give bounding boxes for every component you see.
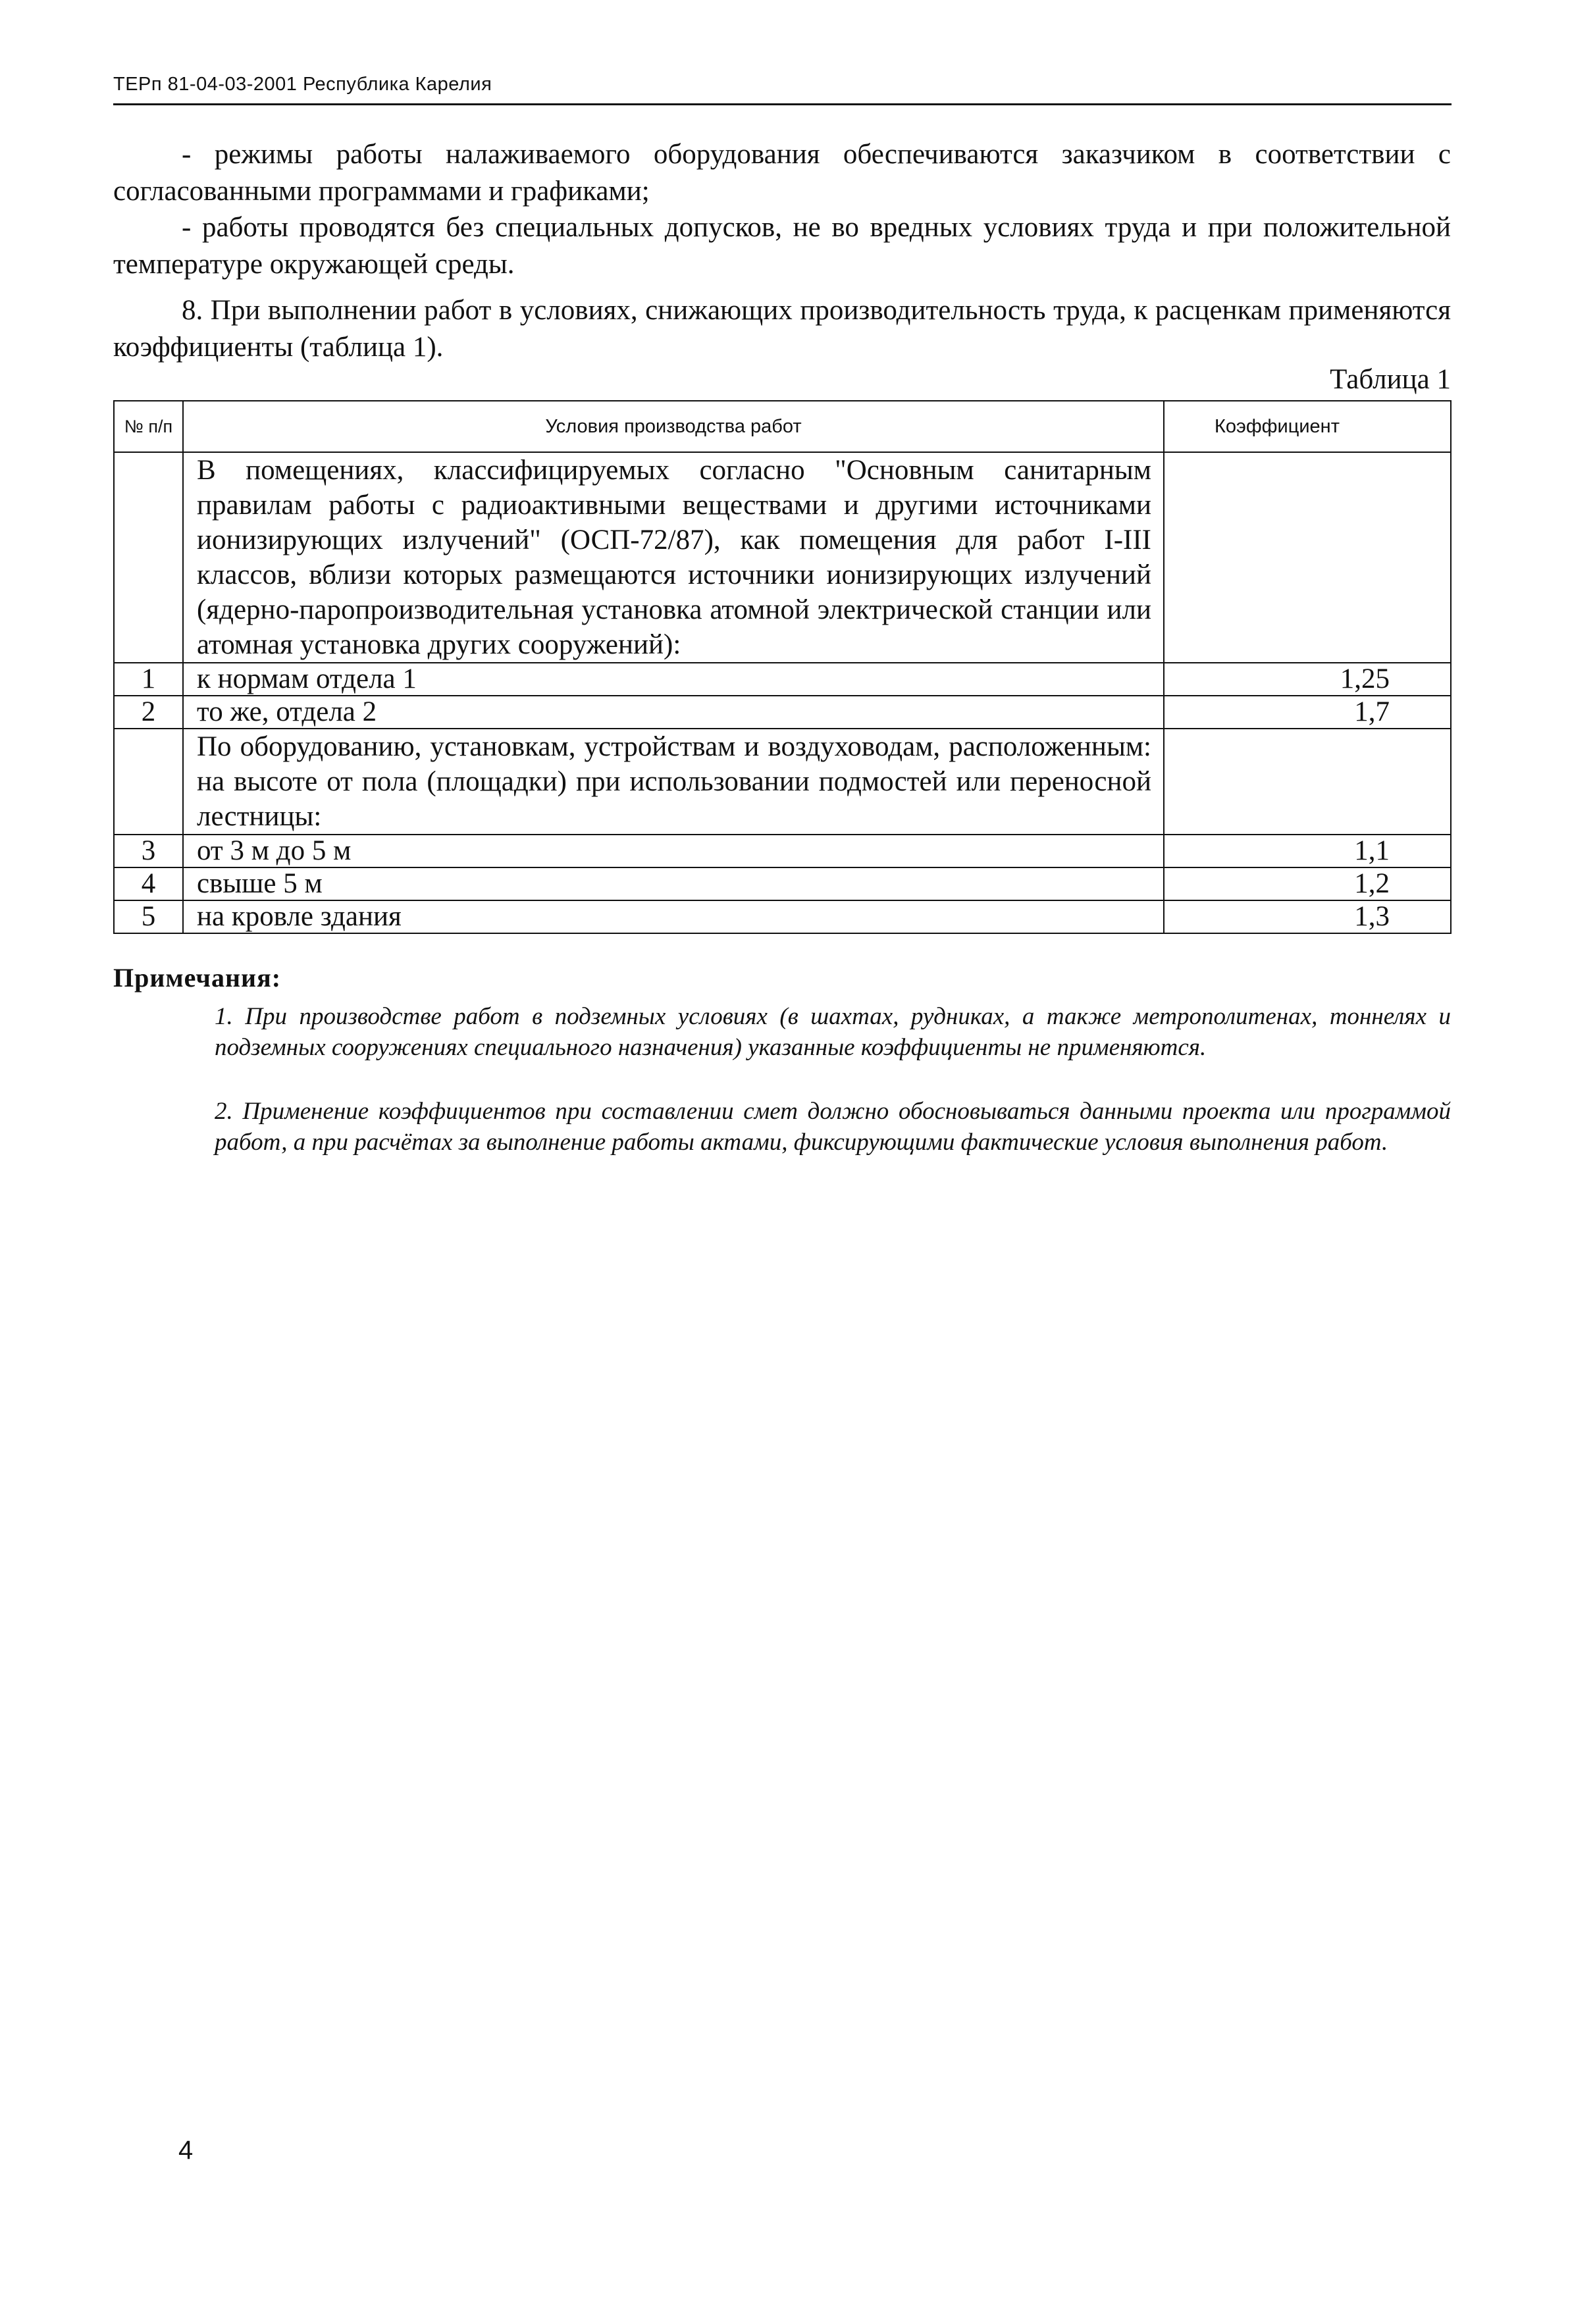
row-coefficient (1164, 729, 1451, 835)
note-item: 2. Применение коэффициентов при составлении смет должно обосновываться данными проекта или программой работ, а при расчётах за выполнение работы актами, фиксирующими фактические условия выполнения работ. (215, 1098, 1451, 1156)
row-num: 1 (114, 663, 183, 696)
row-coefficient: 1,25 (1164, 663, 1451, 696)
table-header-row (114, 401, 1451, 452)
page-number: 4 (178, 2136, 194, 2165)
table-row (114, 900, 1451, 933)
header-rule (113, 103, 1452, 105)
paragraph-text: 8. При выполнении работ в условиях, снижающих производительность труда, к расценкам применяются коэффициенты (таблица 1). (113, 295, 1451, 363)
row-num: 5 (114, 900, 183, 933)
paragraph-permits (113, 209, 1451, 283)
row-num: 2 (114, 696, 183, 729)
header-coefficient: Коэффициент (1164, 401, 1451, 452)
row-coefficient: 1,3 (1164, 900, 1451, 933)
header-conditions: Условия производства работ (183, 401, 1164, 452)
table-row (114, 696, 1451, 729)
row-coefficient: 1,7 (1164, 696, 1451, 729)
paragraph-text: - режимы работы налаживаемого оборудования обеспечиваются заказчиком в соответствии с согласованными программами и графиками; (113, 139, 1451, 207)
row-num: 3 (114, 835, 183, 867)
row-coefficient: 1,1 (1164, 835, 1451, 867)
coefficient-table (113, 400, 1452, 934)
table-row (114, 452, 1451, 663)
row-conditions: По оборудованию, установкам, устройствам и воздуховодам, расположенным: на высоте от пола (площадки) при использовании подмостей или переносной лестницы: (183, 729, 1164, 835)
note-item: 1. При производстве работ в подземных условиях (в шахтах, рудниках, а также метрополитенах, тоннелях и подземных сооружениях специального назначения) указанные коэффициенты не применяются. (215, 1003, 1451, 1061)
table-row (114, 729, 1451, 835)
row-conditions: свыше 5 м (183, 867, 1164, 900)
running-header: ТЕРп 81-04-03-2001 Республика Карелия (113, 74, 492, 95)
notes-title: Примечания: (113, 963, 282, 993)
row-conditions: на кровле здания (183, 900, 1164, 933)
row-coefficient: 1,2 (1164, 867, 1451, 900)
table-caption: Таблица 1 (1330, 364, 1451, 395)
paragraph-modes (113, 136, 1451, 210)
table-row (114, 663, 1451, 696)
table-row (114, 835, 1451, 867)
paragraph-item-8 (113, 292, 1451, 366)
row-coefficient (1164, 452, 1451, 663)
row-num: 4 (114, 867, 183, 900)
row-conditions: то же, отдела 2 (183, 696, 1164, 729)
row-conditions: к нормам отдела 1 (183, 663, 1164, 696)
table-row (114, 867, 1451, 900)
row-conditions: от 3 м до 5 м (183, 835, 1164, 867)
row-conditions: В помещениях, классифицируемых согласно "Основным санитарным правилам работы с радиоактивными веществами и другими источниками ионизирующих излучений" (ОСП-72/87), как помещения для работ I-III классов, вблизи которых размещаются источники ионизирующих излучений (ядерно-паропроизводительная установка атомной электрической станции или атомная установка других сооружений): (183, 452, 1164, 663)
row-num (114, 729, 183, 835)
row-num (114, 452, 183, 663)
header-num: № п/п (114, 401, 183, 452)
paragraph-text: - работы проводятся без специальных допусков, не во вредных условиях труда и при положительной температуре окружающей среды. (113, 212, 1451, 280)
